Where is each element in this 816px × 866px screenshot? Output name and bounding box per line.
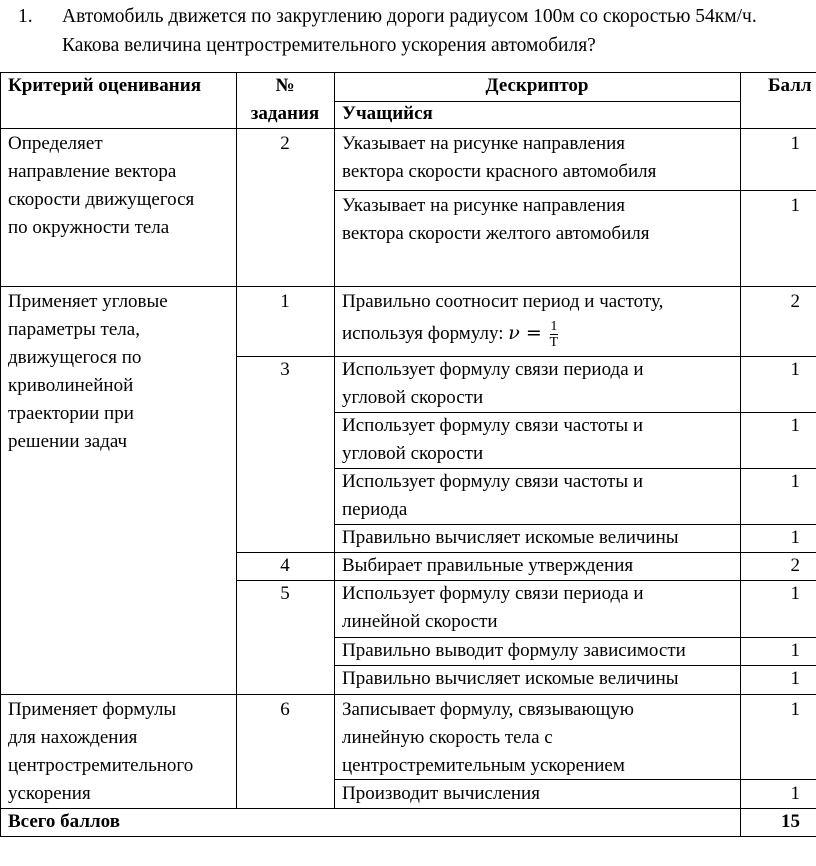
criterion-2 [8,288,168,456]
task-number: 4 [280,555,290,576]
row-border [0,808,816,809]
descriptor [342,552,633,580]
criterion-line: центростремительного [8,755,194,776]
descriptor-line: Выбирает правильные утверждения [342,555,634,576]
descriptor [342,637,686,665]
descriptor-line: Использует формулу связи частоты и [342,471,644,492]
criterion-line: Применяет угловые [8,291,168,312]
task-number: 5 [280,583,290,604]
descriptor-line: вектора скорости красного автомобиля [342,161,657,182]
score: 1 [790,133,800,154]
formula-denominator: T [549,335,559,351]
score: 1 [790,195,800,216]
criterion-3 [8,696,193,808]
descriptor [342,288,663,351]
criterion-line: траектории при [8,403,134,424]
descriptor-line: угловой скорости [342,443,484,464]
total-label: Всего баллов [8,811,120,832]
header-task-label: задания [250,103,320,124]
score: 1 [790,668,800,689]
criterion-line: скорости движущегося [8,189,195,210]
descriptor-line: Использует формулу связи периода и [342,583,644,604]
total-value: 15 [781,811,800,832]
question-line-1: Автомобиль движется по закруглению дороги радиусом 100м со скоростью 54км/ч. [62,6,757,27]
descriptor-line: Использует формулу связи частоты и [342,415,644,436]
descriptor [342,130,656,186]
formula-fraction [550,319,559,350]
score: 1 [790,527,800,548]
descriptor-line: Указывает на рисунке направления [342,195,626,216]
header-task-no: № [275,75,295,96]
task-number: 6 [280,699,290,720]
score: 1 [790,640,800,661]
question-line-2: Какова величина центростремительного ускорения автомобиля? [62,35,596,56]
descriptor [342,468,643,524]
row-border [0,694,816,695]
score: 1 [790,699,800,720]
descriptor-line: угловой скорости [342,387,484,408]
descriptor [342,192,649,248]
descriptor [342,412,643,468]
score: 1 [790,783,800,804]
row-border [0,128,816,129]
descriptor-line-with-formula [342,316,663,351]
descriptor-line: Использует формулу связи периода и [342,359,644,380]
criterion-line: по окружности тела [8,217,170,238]
criterion-line: Определяет [8,133,103,154]
question-number: 1. [18,6,33,27]
header-criterion: Критерий оценивания [8,75,201,96]
criterion-line: для нахождения [8,727,138,748]
header-score: Балл [768,75,812,96]
descriptor-line: центростремительным ускорением [342,755,625,776]
criterion-line: ускорения [8,783,91,804]
column-divider [334,72,335,809]
descriptor-line: Правильно вычисляет искомые величины [342,668,679,689]
criterion-line: движущегося по [8,347,142,368]
descriptor-line: Правильно соотносит период и частоту, [342,291,664,312]
table-border-bottom [0,836,816,837]
descriptor-line: Правильно выводит формулу зависимости [342,640,686,661]
descriptor-line: линейную скорость тела с [342,727,553,748]
criterion-line: направление вектора [8,161,177,182]
score: 1 [790,415,800,436]
criterion-line: параметры тела, [8,319,140,340]
criterion-line: Применяет формулы [8,699,177,720]
criterion-line: решении задач [8,431,128,452]
table-border-left [0,72,1,837]
descriptor [342,665,679,693]
score: 1 [790,583,800,604]
header-descriptor: Дескриптор [485,75,589,96]
score: 1 [790,471,800,492]
task-number: 1 [280,291,290,312]
descriptor [342,696,634,780]
descriptor-line: периода [342,499,408,520]
formula-numerator: 1 [550,319,558,335]
header-student: Учащийся [342,103,433,124]
descriptor [342,580,644,636]
task-number: 3 [280,359,290,380]
descriptor [342,356,644,412]
descriptor-line: Записывает формулу, связывающую [342,699,635,720]
criterion-line: криволинейной [8,375,134,396]
descriptor-line: вектора скорости желтого автомобиля [342,223,650,244]
row-border [334,190,816,191]
descriptor-line: используя формулу: [342,323,504,344]
descriptor [342,524,679,552]
score: 1 [790,359,800,380]
task-number: 2 [280,133,290,154]
criterion-1 [8,130,194,242]
descriptor-line: Производит вычисления [342,783,540,804]
descriptor [342,780,540,808]
row-border [0,286,816,287]
formula-lhs: ν = [508,322,542,344]
score: 2 [790,555,800,576]
descriptor-line: линейной скорости [342,611,498,632]
descriptor-line: Указывает на рисунке направления [342,133,626,154]
descriptor-line: Правильно вычисляет искомые величины [342,527,679,548]
score: 2 [790,291,800,312]
